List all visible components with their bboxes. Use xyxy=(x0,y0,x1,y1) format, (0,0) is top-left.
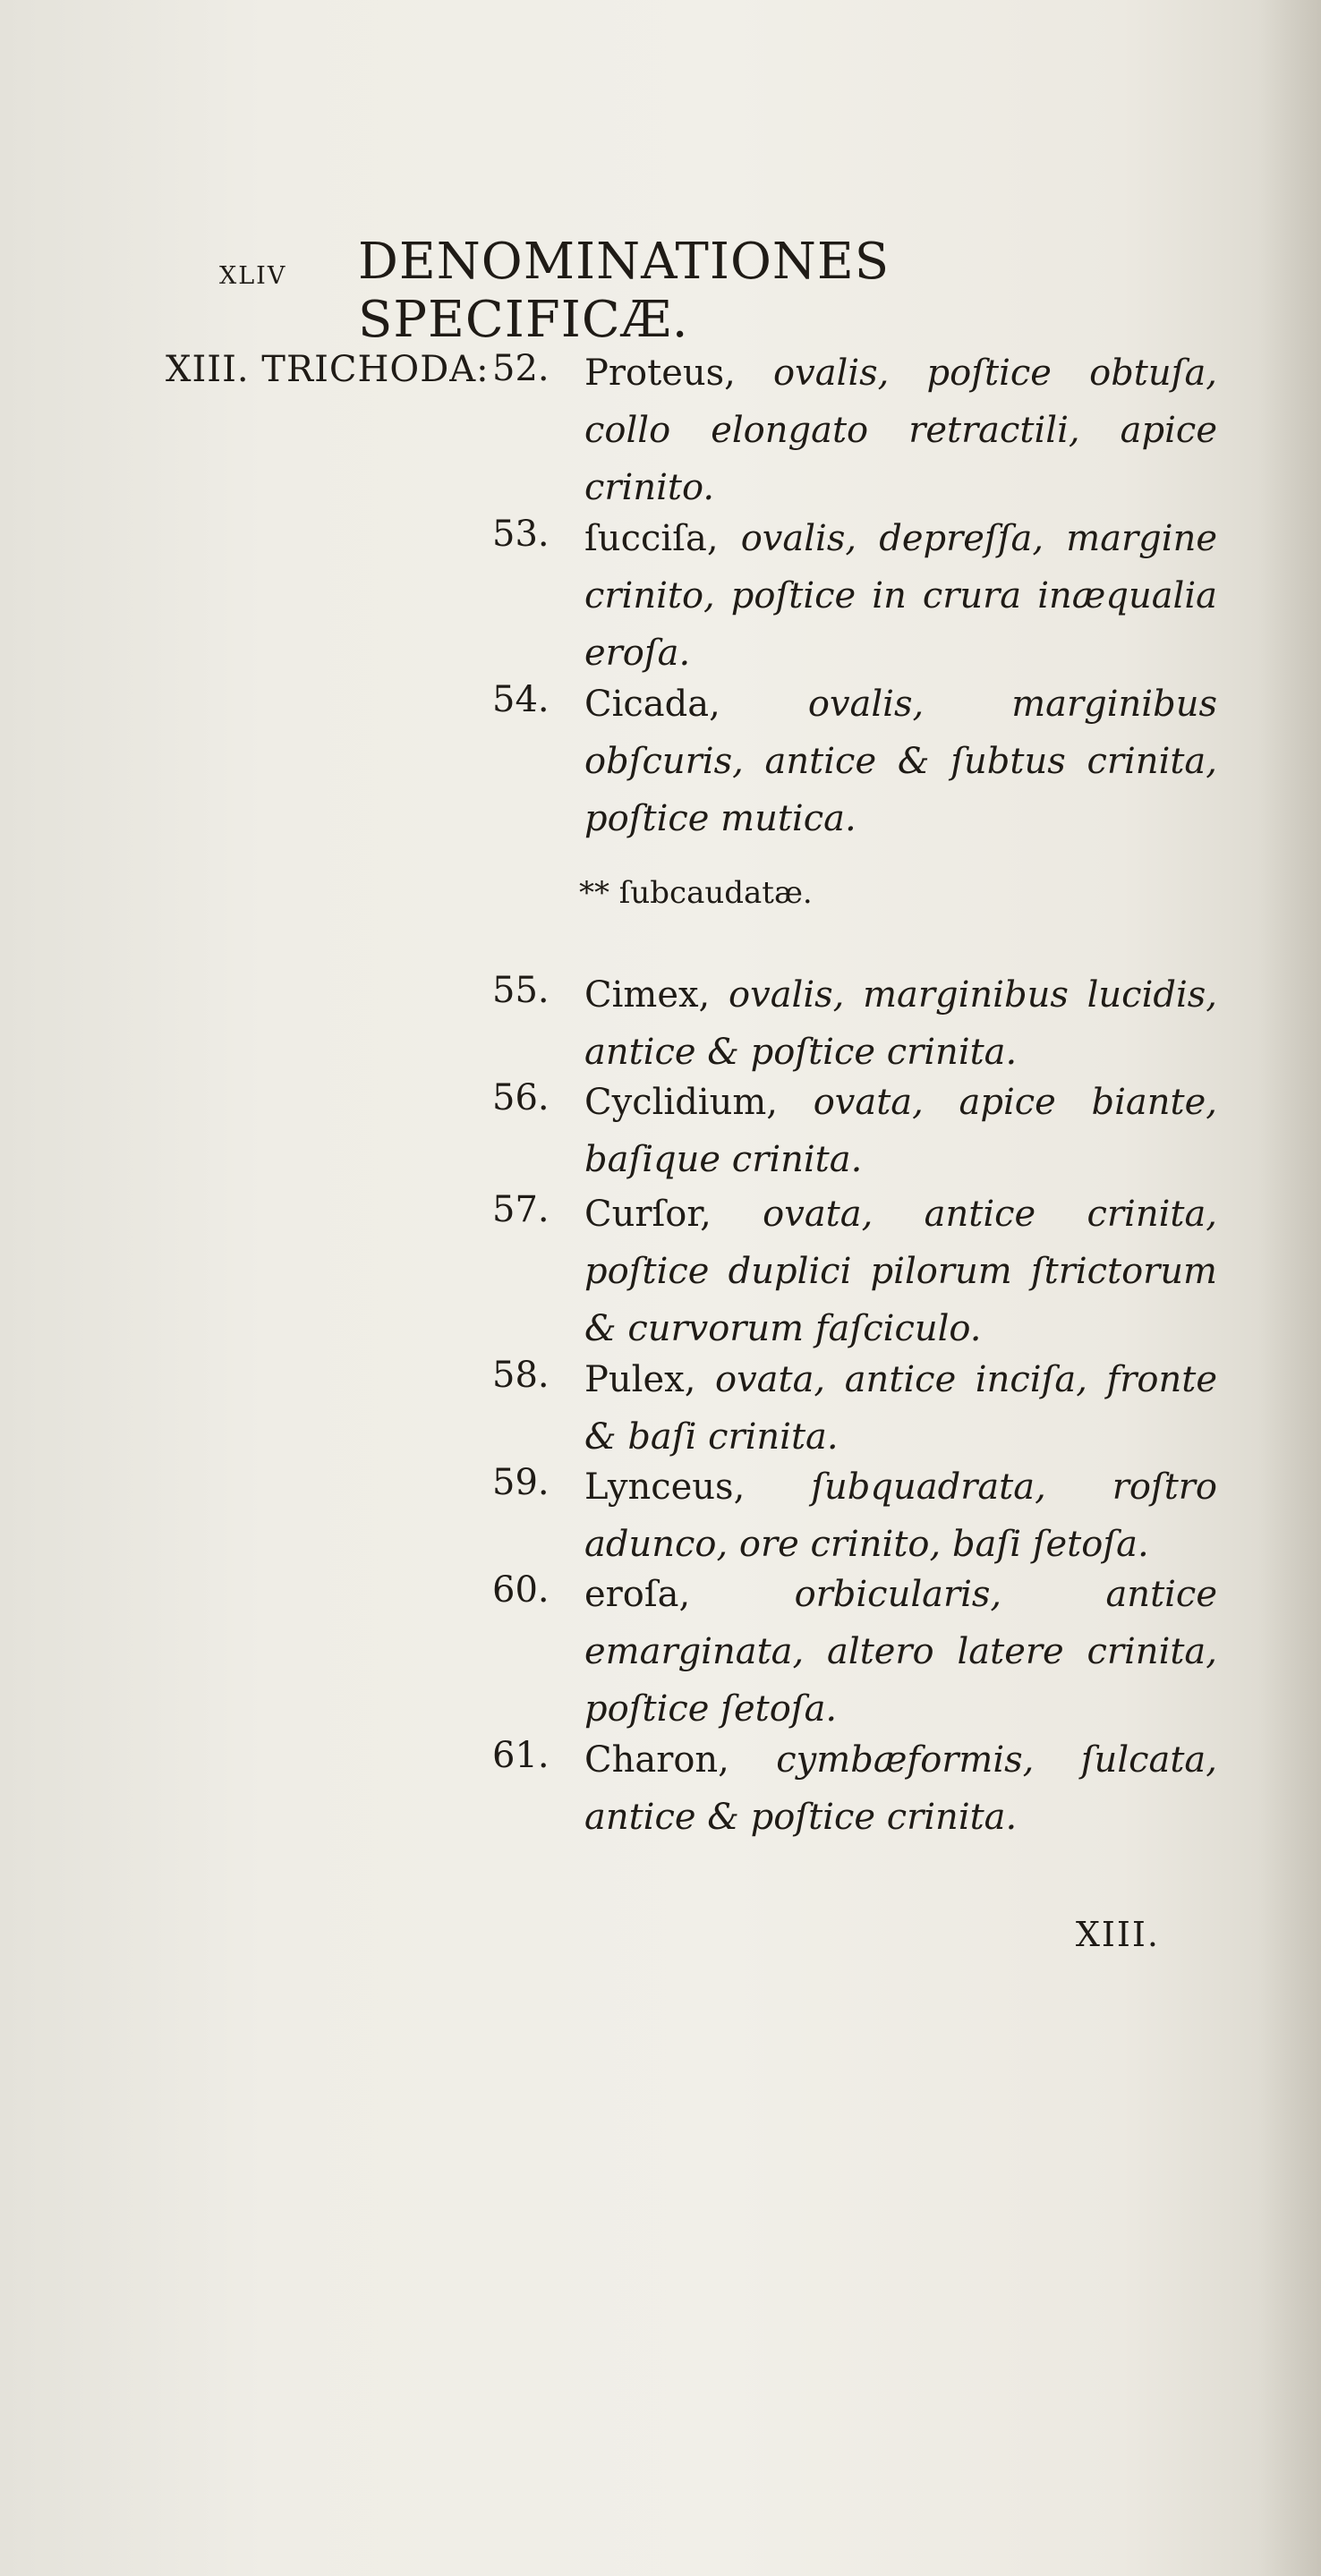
species-diagnosis: cymbæformis, ſulcata, antice & poſtice crinita. xyxy=(584,1739,1217,1838)
species-name: Proteus, xyxy=(584,353,736,394)
page-edge-shadow xyxy=(1258,0,1321,2576)
running-title: DENOMINATIONES SPECIFICÆ. xyxy=(358,233,891,349)
catchword: XIII. xyxy=(1075,1915,1160,1954)
page-header xyxy=(219,233,1159,349)
species-name: Curſor, xyxy=(584,1194,712,1235)
section-subheading: ** ſubcaudatæ. xyxy=(579,875,813,911)
genus-heading: XIII. TRICHODA: xyxy=(166,349,490,390)
entry-number: 57. xyxy=(492,1189,550,1230)
species-entry xyxy=(492,344,1217,516)
species-name: Cicada, xyxy=(584,684,720,725)
species-entry xyxy=(492,1186,1217,1357)
species-diagnosis: ovalis, depreſſa, margine crinito, poſtice in crura inæqualia eroſa. xyxy=(584,518,1217,674)
species-entry xyxy=(492,676,1217,847)
species-entry xyxy=(492,1566,1217,1738)
species-entry xyxy=(492,510,1217,682)
species-entry xyxy=(492,966,1217,1081)
entry-number: 58. xyxy=(492,1355,550,1396)
species-name: Lynceus, xyxy=(584,1467,746,1508)
species-diagnosis: ovalis, marginibus lucidis, antice & poſtice crinita. xyxy=(584,974,1218,1073)
entry-number: 60. xyxy=(492,1569,550,1611)
species-name: Cyclidium, xyxy=(584,1082,778,1123)
species-diagnosis: ſubquadrata, roſtro adunco, ore crinito, baſi ſetoſa. xyxy=(584,1467,1217,1565)
species-name: Pulex, xyxy=(584,1359,696,1400)
species-diagnosis: ovata, antice inciſa, fronte & baſi crinita. xyxy=(584,1359,1217,1458)
entry-number: 55. xyxy=(492,970,550,1011)
species-entry xyxy=(492,1731,1217,1846)
species-diagnosis: ovata, apice biante, baſique crinita. xyxy=(584,1082,1217,1180)
species-name: Cimex, xyxy=(584,974,711,1016)
entry-number: 52. xyxy=(492,348,550,389)
species-diagnosis: ovata, antice crinita, poſtice duplici pilorum ſtrictorum & curvorum faſciculo. xyxy=(584,1194,1218,1349)
species-entry xyxy=(492,1351,1217,1466)
species-name: eroſa, xyxy=(584,1574,691,1615)
species-diagnosis: ovalis, marginibus obſcuris, antice & ſubtus crinita, poſtice mutica. xyxy=(584,684,1217,839)
page-number: xliv xyxy=(219,252,287,292)
species-diagnosis: ovalis, poſtice obtuſa, collo elongato retractili, apice crinito. xyxy=(584,353,1218,508)
species-entry xyxy=(492,1074,1217,1188)
entry-number: 56. xyxy=(492,1077,550,1118)
entry-number: 53. xyxy=(492,514,550,555)
species-entry xyxy=(492,1458,1217,1573)
species-diagnosis: orbicularis, antice emarginata, altero latere crinita, poſtice ſetoſa. xyxy=(584,1574,1218,1730)
entry-number: 54. xyxy=(492,679,550,720)
species-name: Charon, xyxy=(584,1739,729,1781)
species-name: ſucciſa, xyxy=(584,518,719,559)
entry-number: 61. xyxy=(492,1735,550,1776)
entry-number: 59. xyxy=(492,1462,550,1503)
